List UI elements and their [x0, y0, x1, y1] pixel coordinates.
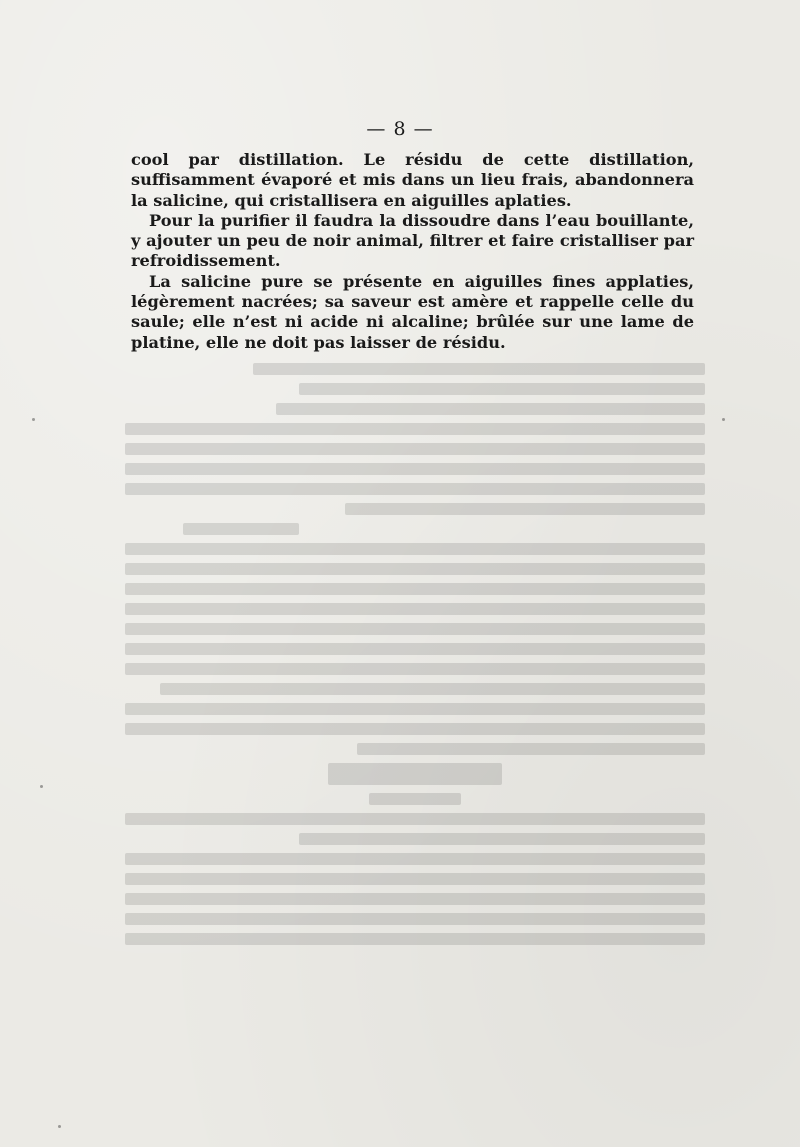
paper-speck	[58, 1125, 61, 1128]
paper-speck	[32, 418, 35, 421]
paper-speck	[40, 785, 43, 788]
body-text	[131, 150, 694, 353]
paper-speck	[722, 418, 725, 421]
reverse-side-show-through	[125, 355, 705, 1055]
paragraph-1: cool par distillation. Le résidu de cette distillation, suffisamment évaporé et mis dans un lieu frais, abandonnera la salicine, qui cristallisera en aiguilles aplaties.	[131, 150, 694, 210]
paragraph-2: Pour la purifier il faudra la dissoudre dans l’eau bouillante, y ajouter un peu de noir animal, filtrer et faire cristalliser par refroidissement.	[131, 210, 694, 271]
paragraph-3: La salicine pure se présente en aiguilles fines applaties, légèrement nacrées; sa saveur est amère et rappelle celle du saule; elle n’est ni acide ni alcaline; brûlée sur une lame de platine, elle ne doit pas laisser de résidu.	[131, 271, 694, 352]
page-number: — 8 —	[366, 118, 434, 140]
